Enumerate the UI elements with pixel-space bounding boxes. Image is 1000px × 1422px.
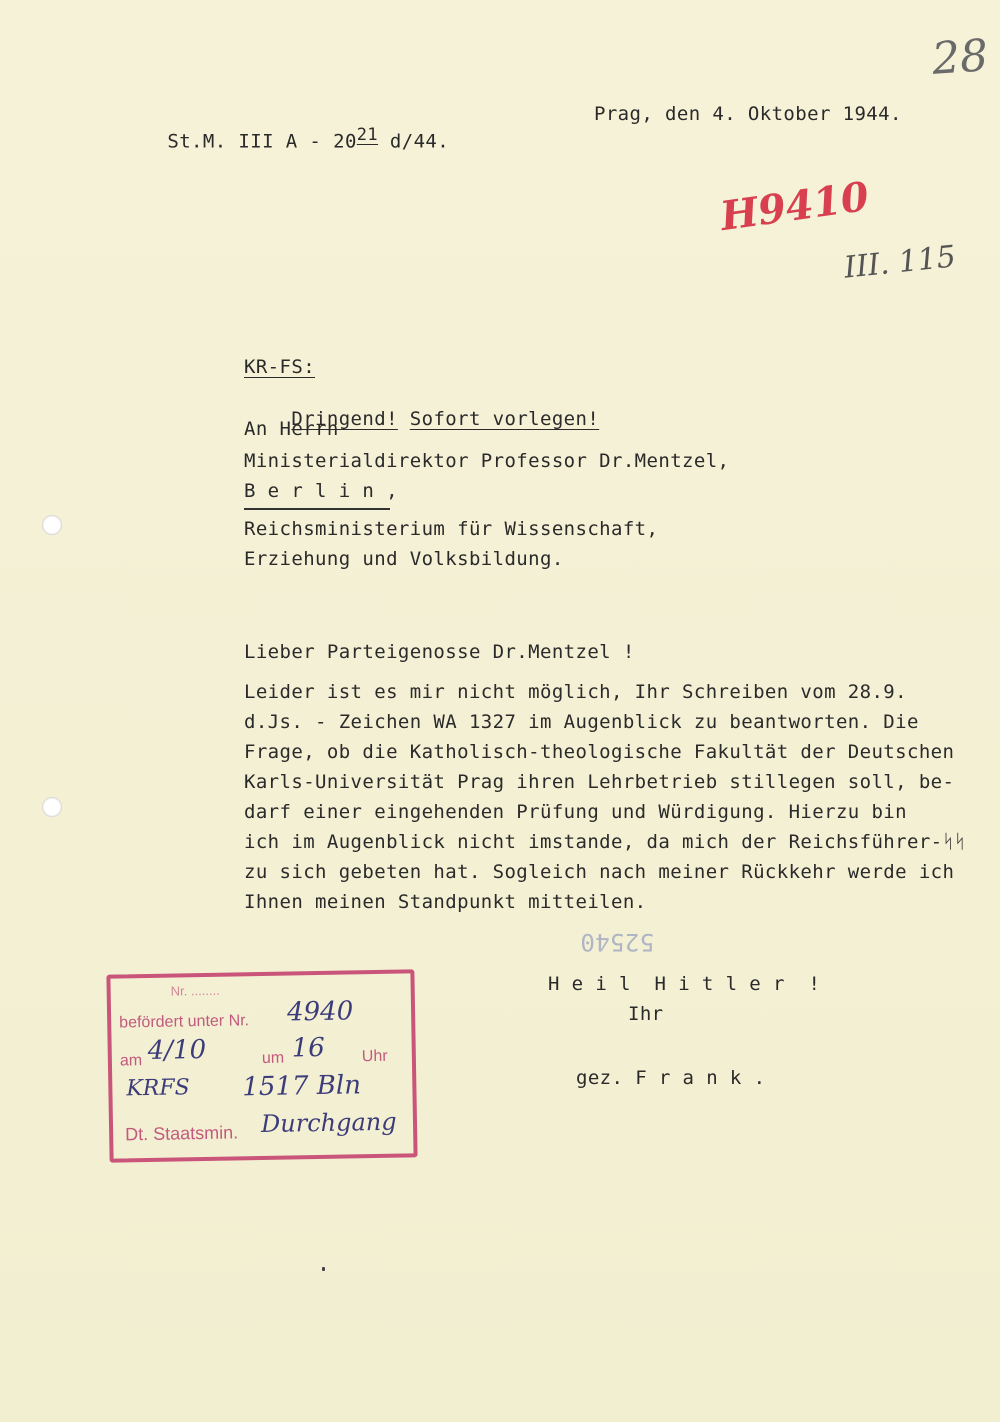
kr-fs-line: KR-FS: — [244, 356, 316, 378]
body-line-1: Leider ist es mir nicht möglich, Ihr Schreiben vom 28.9. — [244, 681, 907, 703]
punch-hole-bottom — [42, 797, 62, 817]
stamp-ministry-label: Dt. Staatsmin. — [124, 1122, 239, 1145]
reference-suffix: d/44. — [378, 130, 450, 153]
red-registry-number: H9410 — [717, 172, 872, 241]
gray-registry-number: III. 115 — [842, 239, 958, 286]
letter-greeting: Lieber Parteigenosse Dr.Mentzel ! — [244, 641, 635, 663]
recipient-name: Ministerialdirektor Professor Dr.Mentzel, — [244, 450, 730, 472]
stamp-forwarded-label: befördert unter Nr. — [119, 1012, 250, 1032]
stamp-um-label: um — [261, 1049, 285, 1067]
ink-speck — [322, 1267, 325, 1271]
punch-hole-top — [42, 515, 62, 535]
recipient-city: B e r l i n , — [244, 480, 398, 502]
body-line-7: zu sich gebeten hat. Sogleich nach meiner Rückkehr werde ich — [244, 861, 955, 883]
salutation-to: An Herrn — [244, 418, 339, 440]
stamp-forwarded-number: 4940 — [286, 996, 354, 1028]
stamp-channel-left: KRFS — [126, 1075, 190, 1102]
body-line-8: Ihnen meinen Standpunkt mitteilen. — [244, 891, 647, 913]
stamp-uhr-label: Uhr — [361, 1047, 388, 1066]
ministry-line-1: Reichsministerium für Wissenschaft, — [244, 518, 659, 540]
body-line-6: ich im Augenblick nicht imstande, da mich der Reichsführer-ᛋᛋ — [244, 831, 967, 853]
city-underline — [244, 508, 390, 510]
reference-number — [120, 103, 449, 174]
body-line-4: Karls-Universität Prag ihren Lehrbetrieb stillegen soll, be- — [244, 771, 955, 793]
registry-stamp — [106, 969, 417, 1162]
stamp-time-value: 16 — [291, 1032, 326, 1064]
body-line-3: Frage, ob die Katholisch-theologische Fakultät der Deutschen — [244, 741, 955, 763]
urgent-label: Dringend! — [291, 408, 398, 430]
stamp-ministry-hand: Durchgang — [260, 1107, 397, 1139]
reference-superscript: 21 — [356, 125, 379, 145]
stamp-top-line: Nr. ........ — [170, 982, 220, 999]
closing-heil: H e i l H i t l e r ! — [548, 973, 821, 995]
stamp-date-value: 4/10 — [147, 1034, 207, 1066]
page-number-annotation: 28 — [930, 30, 990, 85]
closing-signature: gez. F r a n k . — [576, 1067, 766, 1089]
body-line-5: darf einer eingehenden Prüfung und Würdigung. Hierzu bin — [244, 801, 907, 823]
faint-stamp-number: 52540 — [580, 928, 655, 956]
ministry-line-2: Erziehung und Volksbildung. — [244, 548, 564, 570]
reference-prefix: St.M. III A - 20 — [167, 130, 357, 153]
stamp-channel-right: 1517 Bln — [242, 1070, 362, 1103]
immediate-label: Sofort vorlegen! — [409, 408, 600, 430]
stamp-date-label: am — [119, 1052, 143, 1070]
closing-ihr: Ihr — [628, 1003, 664, 1025]
body-line-2: d.Js. - Zeichen WA 1327 im Augenblick zu beantworten. Die — [244, 711, 919, 733]
place-date: Prag, den 4. Oktober 1944. — [594, 103, 902, 125]
